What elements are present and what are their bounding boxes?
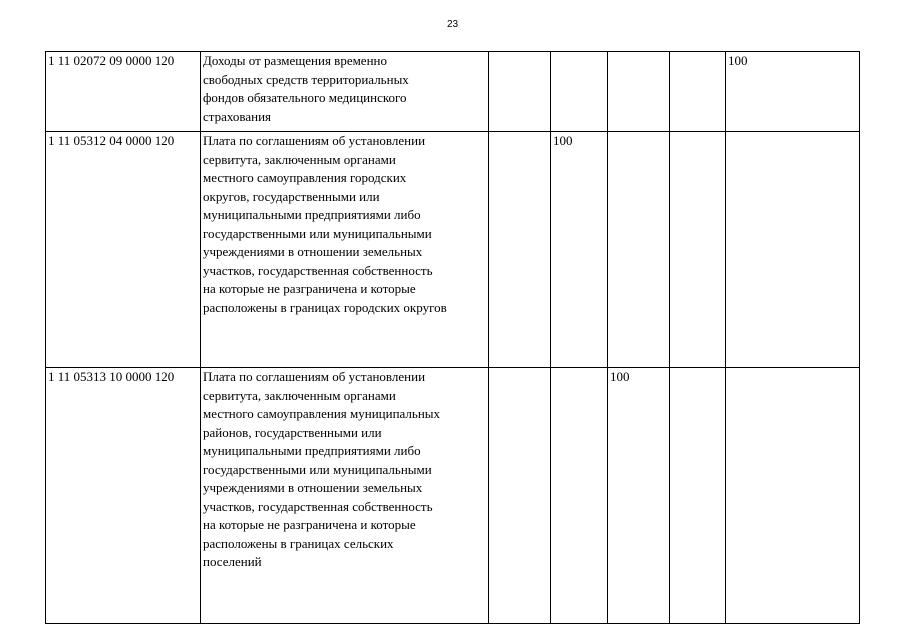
description-line: районов, государственными или xyxy=(203,424,382,440)
value-cell xyxy=(726,368,860,624)
description-line: учреждениями в отношении земельных xyxy=(203,244,423,259)
description-line: местного самоуправления городских xyxy=(203,170,407,185)
table-row xyxy=(46,132,860,368)
description-line: фондов обязательного медицинского xyxy=(203,90,407,105)
description-line: сервитута, заключенным органами xyxy=(203,387,396,403)
description-line: округов, государственными или xyxy=(203,188,380,204)
table-row xyxy=(46,52,860,132)
description-line: расположены в границах городских округов xyxy=(203,299,447,315)
value-cell xyxy=(551,368,608,624)
description-line: на которые не разграничена и которые xyxy=(203,281,416,296)
description-line: поселений xyxy=(203,554,262,569)
income-code: 1 11 02072 09 0000 120 xyxy=(46,52,201,132)
value-text: 100 xyxy=(610,369,630,384)
value-cell xyxy=(670,368,726,624)
value-cell xyxy=(551,52,608,132)
page-number: 23 xyxy=(446,19,459,30)
description-line: Доходы от размещения временно xyxy=(203,53,387,68)
value-text: 100 xyxy=(553,133,573,148)
description-line: местного самоуправления муниципальных xyxy=(203,406,441,421)
description-line: сервитута, заключенным органами xyxy=(203,151,396,167)
income-code: 1 11 05313 10 0000 120 xyxy=(46,368,201,624)
description-line: Плата по соглашениям об установлении xyxy=(203,133,426,148)
value-cell xyxy=(670,52,726,132)
description-line: участков, государственная собственность xyxy=(203,262,433,278)
description-line: учреждениями в отношении земельных xyxy=(203,480,423,495)
value-cell xyxy=(489,368,551,624)
description-line: Плата по соглашениям об установлении xyxy=(203,369,426,384)
income-code: 1 11 05312 04 0000 120 xyxy=(46,132,201,368)
description-line: муниципальными предприятиями либо xyxy=(203,443,421,458)
value-cell xyxy=(608,52,670,132)
revenue-table xyxy=(45,51,860,624)
description-line: участков, государственная собственность xyxy=(203,498,433,514)
value-cell xyxy=(489,132,551,368)
value-cell xyxy=(608,132,670,368)
value-cell xyxy=(670,132,726,368)
value-text: 100 xyxy=(728,53,748,68)
value-cell xyxy=(489,52,551,132)
description-line: расположены в границах сельских xyxy=(203,535,394,551)
description-line: государственными или муниципальными xyxy=(203,461,432,477)
value-cell xyxy=(551,132,608,368)
value-cell xyxy=(608,368,670,624)
income-description xyxy=(201,52,489,132)
description-line: муниципальными предприятиями либо xyxy=(203,207,421,222)
description-line: свободных средств территориальных xyxy=(203,71,409,87)
description-line: на которые не разграничена и которые xyxy=(203,517,416,532)
income-description xyxy=(201,132,489,368)
value-cell xyxy=(726,52,860,132)
table-row xyxy=(46,368,860,624)
description-line: государственными или муниципальными xyxy=(203,225,432,241)
value-cell xyxy=(726,132,860,368)
description-line: страхования xyxy=(203,108,272,124)
income-description xyxy=(201,368,489,624)
